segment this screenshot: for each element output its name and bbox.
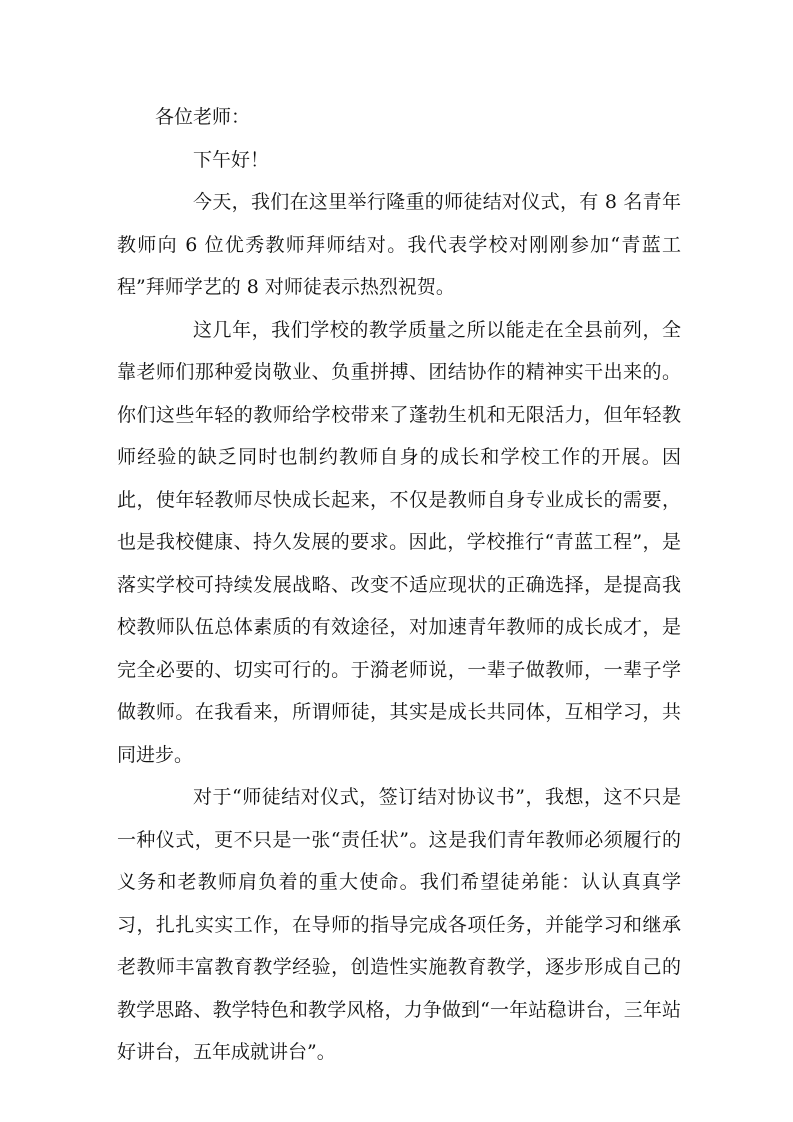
- document-body: [117, 96, 681, 1074]
- paragraph-ceremony: 今天，我们在这里举行隆重的师徒结对仪式，有 8 名青年教师向 6 位优秀教师拜师结对。我代表学校对刚刚参加“青蓝工程”拜师学艺的 8 对师徒表示热烈祝贺。: [117, 191, 681, 298]
- salutation: 各位老师：: [155, 106, 251, 128]
- paragraph-development: 这几年，我们学校的教学质量之所以能走在全县前列，全靠老师们那种爱岗敬业、负重拼搏、团结协作的精神实干出来的。你们这些年轻的教师给学校带来了蓬勃生机和无限活力，但年轻教师经验的缺乏同时也制约教师自身的成长和学校工作的开展。因此，使年轻教师尽快成长起来，不仅是教师自身专业成长的需要，也是我校健康、持久发展的要求。因此，学校推行“青蓝工程”，是落实学校可持续发展战略、改变不适应现状的正确选择，是提高我校教师队伍总体素质的有效途径，对加速青年教师的成长成才，是完全必要的、切实可行的。于漪老师说，一辈子做教师，一辈子学做教师。在我看来，所谓师徒，其实是成长共同体，互相学习，共同进步。: [117, 318, 681, 766]
- paragraph-expectations: 对于“师徒结对仪式，签订结对协议书”，我想，这不只是一种仪式，更不只是一张“责任状”。这是我们青年教师必须履行的义务和老教师肩负着的重大使命。我们希望徒弟能：认认真真学习，扎扎实实工作，在导师的指导完成各项任务，并能学习和继承老教师丰富教育教学经验，创造性实施教育教学，逐步形成自己的教学思路、教学特色和教学风格，力争做到“一年站稳讲台，三年站好讲台，五年成就讲台”。: [117, 786, 681, 1063]
- greeting: 下午好！: [193, 148, 270, 171]
